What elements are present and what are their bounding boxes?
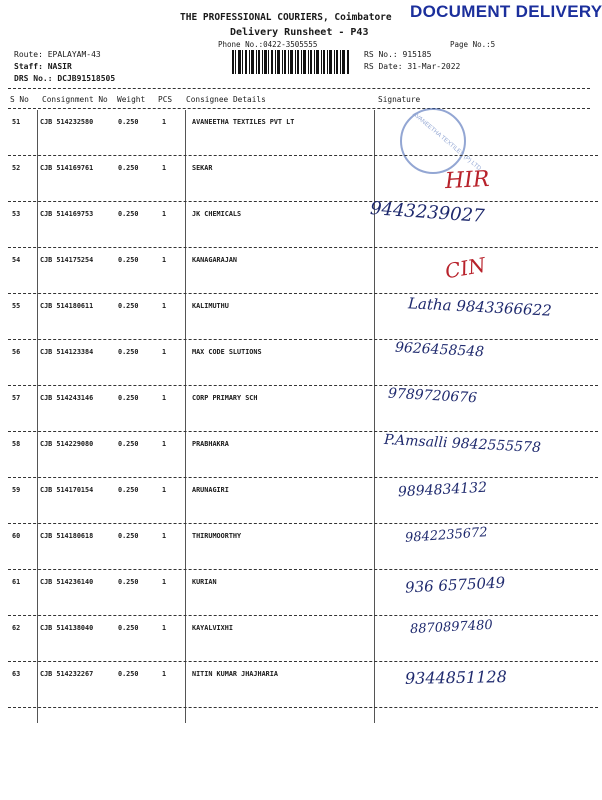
row-consignment-no: CJB 514180611: [40, 302, 94, 310]
drs-label: DRS No.:: [14, 74, 53, 83]
phone-number: Phone No.:0422-3505555: [218, 40, 318, 49]
document-delivery-stamp: DOCUMENT DELIVERY: [410, 2, 602, 21]
row-consignee: PRABHAKRA: [192, 440, 229, 448]
staff: [14, 62, 72, 71]
table-row: [0, 156, 600, 202]
rs-date-label: RS Date:: [364, 62, 403, 71]
table-row: [0, 198, 600, 248]
row-consignee: ARUNAGIRI: [192, 486, 229, 494]
row-consignment-no: CJB 514175254: [40, 256, 94, 264]
row-pcs: 1: [162, 256, 167, 264]
column-header-pcs: PCS: [158, 95, 173, 104]
barcode-icon: [232, 50, 350, 74]
staff-value: NASIR: [47, 62, 72, 71]
row-sno: 57: [12, 394, 21, 402]
drs-value: DCJB91518505: [57, 74, 116, 83]
row-weight: 0.250: [118, 486, 139, 494]
row-weight: 0.250: [118, 256, 139, 264]
row-consignee: AVANEETHA TEXTILES PVT LT: [192, 118, 295, 126]
row-pcs: 1: [162, 670, 167, 678]
row-consignee: KALIMUTHU: [192, 302, 229, 310]
row-signature: 9842235672: [404, 525, 489, 546]
row-sno: 56: [12, 348, 21, 356]
table-row: [0, 340, 600, 386]
column-header-consignee: Consignee Details: [186, 95, 266, 104]
company-name: THE PROFESSIONAL COURIERS, Coimbatore: [180, 12, 392, 23]
rs-date: [364, 62, 460, 71]
rs-date-value: 31-Mar-2022: [407, 62, 461, 71]
row-consignment-no: CJB 514169761: [40, 164, 94, 172]
row-divider: [8, 707, 598, 708]
row-consignee: THIRUMOORTHY: [192, 532, 242, 540]
row-pcs: 1: [162, 624, 167, 632]
row-consignee: SEKAR: [192, 164, 213, 172]
row-signature: 9789720676: [387, 385, 478, 407]
row-pcs: 1: [162, 164, 167, 172]
route-label: Route:: [14, 50, 43, 59]
rs-no-value: 915185: [402, 50, 432, 59]
header-divider-bottom: [8, 108, 590, 109]
header-divider-top: [8, 88, 590, 89]
column-header-consignment: Consignment No: [42, 95, 108, 104]
row-weight: 0.250: [118, 164, 139, 172]
row-consignment-no: CJB 514232267: [40, 670, 94, 678]
row-sno: 52: [12, 164, 21, 172]
row-weight: 0.250: [118, 210, 139, 218]
row-consignment-no: CJB 514232580: [40, 118, 94, 126]
route: [14, 50, 101, 59]
row-sno: 53: [12, 210, 21, 218]
staff-label: Staff:: [14, 62, 43, 71]
row-signature: 936 6575049: [404, 573, 506, 597]
row-pcs: 1: [162, 210, 167, 218]
row-signature: Latha 9843366622: [407, 294, 553, 320]
row-weight: 0.250: [118, 532, 139, 540]
row-sno: 59: [12, 486, 21, 494]
row-pcs: 1: [162, 118, 167, 126]
row-pcs: 1: [162, 486, 167, 494]
row-signature: 9443239027: [369, 198, 486, 227]
runsheet-title: Delivery Runsheet - P43: [230, 27, 369, 38]
row-signature: 9344851128: [404, 667, 507, 688]
table-row: [0, 616, 600, 662]
row-sno: 58: [12, 440, 21, 448]
row-signature: 9894834132: [397, 479, 488, 501]
row-sno: 54: [12, 256, 21, 264]
row-weight: 0.250: [118, 670, 139, 678]
column-header-signature: Signature: [378, 95, 421, 104]
row-weight: 0.250: [118, 578, 139, 586]
table-row: [0, 524, 600, 570]
row-sno: 60: [12, 532, 21, 540]
row-signature: HIR: [444, 166, 491, 195]
row-weight: 0.250: [118, 118, 139, 126]
route-value: EPALAYAM-43: [47, 50, 101, 59]
page-number: Page No.:5: [450, 40, 496, 49]
drs-number: [14, 74, 115, 83]
row-consignee: MAX CODE SLUTIONS: [192, 348, 262, 356]
table-row: [0, 570, 600, 616]
row-consignment-no: CJB 514138040: [40, 624, 94, 632]
row-weight: 0.250: [118, 302, 139, 310]
row-signature: P.Amsalli 9842555578: [383, 431, 542, 457]
row-consignment-no: CJB 514123384: [40, 348, 94, 356]
row-consignment-no: CJB 514229080: [40, 440, 94, 448]
table-row: [0, 662, 600, 708]
row-consignee: KURIAN: [192, 578, 217, 586]
row-consignee: NITIN KUMAR JHAJHARIA: [192, 670, 278, 678]
table-row: [0, 478, 600, 524]
row-sno: 61: [12, 578, 21, 586]
row-pcs: 1: [162, 348, 167, 356]
row-sno: 63: [12, 670, 21, 678]
row-weight: 0.250: [118, 348, 139, 356]
row-consignment-no: CJB 514236140: [40, 578, 94, 586]
table-row: [0, 294, 600, 340]
row-sno: 51: [12, 118, 21, 126]
row-pcs: 1: [162, 394, 167, 402]
table-row: [0, 248, 600, 294]
column-header-weight: Weight: [117, 95, 146, 104]
row-consignment-no: CJB 514243146: [40, 394, 94, 402]
row-consignment-no: CJB 514169753: [40, 210, 94, 218]
row-signature: 9626458548: [394, 339, 485, 361]
seal-text: AVANEETHA TEXTILES (P) LTD: [411, 111, 482, 173]
row-consignee: KANAGARAJAN: [192, 256, 238, 264]
row-sno: 62: [12, 624, 21, 632]
row-pcs: 1: [162, 578, 167, 586]
row-pcs: 1: [162, 532, 167, 540]
rs-no-label: RS No.:: [364, 50, 398, 59]
row-weight: 0.250: [118, 624, 139, 632]
row-consignee: KAYALVIXHI: [192, 624, 233, 632]
row-weight: 0.250: [118, 440, 139, 448]
table-row: [0, 432, 600, 478]
row-signature: 8870897480: [409, 617, 494, 638]
row-consignment-no: CJB 514180618: [40, 532, 94, 540]
table-row: [0, 386, 600, 432]
column-header-sno: S No: [10, 95, 29, 104]
row-consignee: JK CHEMICALS: [192, 210, 242, 218]
rs-number: [364, 50, 431, 59]
row-signature: CIN: [443, 252, 488, 284]
row-pcs: 1: [162, 302, 167, 310]
row-weight: 0.250: [118, 394, 139, 402]
row-consignment-no: CJB 514170154: [40, 486, 94, 494]
row-consignee: CORP PRIMARY SCH: [192, 394, 258, 402]
row-pcs: 1: [162, 440, 167, 448]
row-sno: 55: [12, 302, 21, 310]
